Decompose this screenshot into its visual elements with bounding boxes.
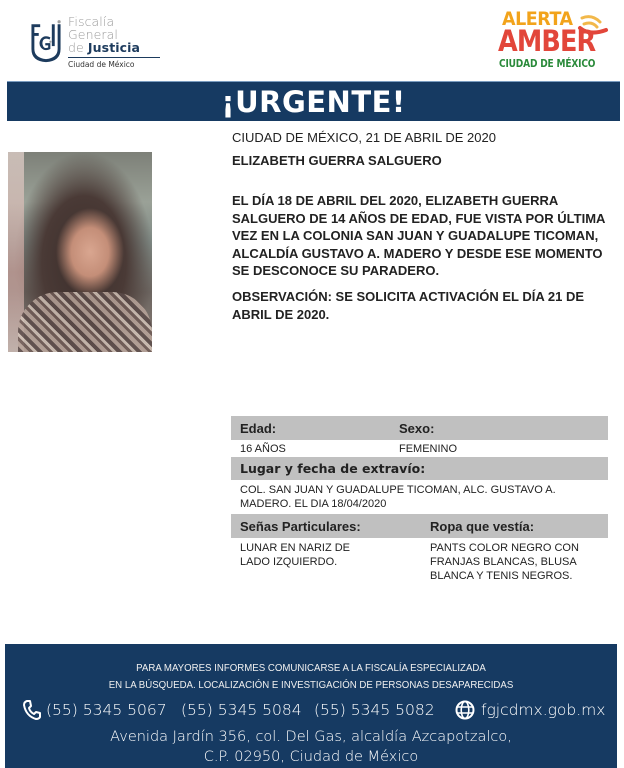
fgj-logo-divider: [68, 57, 160, 58]
website-link[interactable]: fgjcdmx.gob.mx: [481, 701, 606, 719]
globe-icon: [455, 700, 475, 720]
address: [5, 727, 617, 767]
ropa-label: Ropa que vestía:: [430, 518, 535, 534]
alert-observation: OBSERVACIÓN: SE SOLICITA ACTIVACIÓN EL DÍA 21 DE ABRIL DE 2020.: [232, 289, 585, 322]
signal-waves-icon: [576, 10, 610, 44]
amber-logo-middle: AMBER: [498, 24, 596, 58]
footer-info-line1: PARA MAYORES INFORMES COMUNICARSE A LA FISCALÍA ESPECIALIZADA: [136, 662, 486, 674]
senas-value: LUNAR EN NARIZ DE LADO IZQUIERDO.: [240, 542, 351, 568]
ropa-value: PANTS COLOR NEGRO CON FRANJAS BLANCAS, BLUSA BLANCA Y TENIS NEGROS.: [430, 542, 579, 582]
fgj-logo-subline: Ciudad de México: [68, 60, 135, 69]
details-table: [231, 416, 608, 583]
phone-number-2[interactable]: (55) 5345 5084: [181, 701, 302, 719]
details-header-row-2: [231, 457, 608, 480]
details-value-row-3: [231, 538, 608, 583]
fgj-logo-line3-bold: Justicia: [87, 40, 141, 55]
alerta-amber-logo: [498, 8, 610, 74]
fgj-logo-line3: [68, 41, 160, 54]
fgj-logo-line2: General: [68, 27, 118, 42]
phone-number-1[interactable]: (55) 5345 5067: [46, 701, 167, 719]
footer-info: [29, 660, 592, 694]
fgj-shield-icon: [30, 12, 62, 70]
photo-clothing-detail: [18, 292, 152, 352]
fgj-logo-line3-prefix: de: [68, 40, 88, 55]
details-header-row-1: [231, 416, 608, 440]
fgj-logo: [30, 12, 160, 72]
fgj-logo-line1: Fiscalía: [68, 14, 115, 29]
contact-footer: [5, 644, 617, 768]
details-header-row-3: [231, 514, 608, 538]
person-photo: [8, 152, 152, 352]
lugar-value: COL. SAN JUAN Y GUADALUPE TICOMAN, ALC. GUSTAVO A. MADERO. EL DIA 18/04/2020: [240, 484, 556, 510]
sexo-label: Sexo:: [399, 420, 435, 436]
phone-number-3[interactable]: (55) 5345 5082: [314, 701, 435, 719]
sexo-value: FEMENINO: [399, 442, 458, 455]
address-line2: C.P. 02950, Ciudad de México: [203, 749, 419, 765]
person-name: ELIZABETH GUERRA SALGUERO: [232, 153, 442, 168]
contact-row: [5, 698, 617, 722]
edad-value: 16 AÑOS: [240, 442, 286, 455]
lugar-label: Lugar y fecha de extravío:: [240, 461, 426, 476]
amber-logo-bottom: CIUDAD DE MÉXICO: [499, 58, 596, 70]
amber-logo-top: ALERTA: [502, 8, 573, 30]
banner-title: ¡URGENTE!: [221, 84, 406, 119]
senas-label: Señas Particulares:: [240, 518, 361, 534]
alert-description: EL DÍA 18 DE ABRIL DEL 2020, ELIZABETH GUERRA SALGUERO DE 14 AÑOS DE EDAD, FUE VISTA POR ÚLTIMA VEZ EN LA COLONIA SAN JUAN Y GUADALUPE TICOMAN, ALCALDÍA GUSTAVO A. MADERO Y DESDE ESE MOMENTO SE DESCONOCE SU PARADERO.: [232, 193, 605, 278]
address-line1: Avenida Jardín 356, col. Del Gas, alcaldía Azcapotzalco,: [110, 729, 512, 745]
details-value-row-1: [231, 440, 608, 457]
footer-info-line2: EN LA BÚSQUEDA. LOCALIZACIÓN E INVESTIGACIÓN DE PERSONAS DESAPARECIDAS: [108, 679, 514, 691]
urgent-banner: [7, 81, 620, 121]
alert-date: CIUDAD DE MÉXICO, 21 DE ABRIL DE 2020: [232, 130, 496, 145]
edad-label: Edad:: [240, 420, 277, 436]
phone-icon: [23, 700, 41, 720]
